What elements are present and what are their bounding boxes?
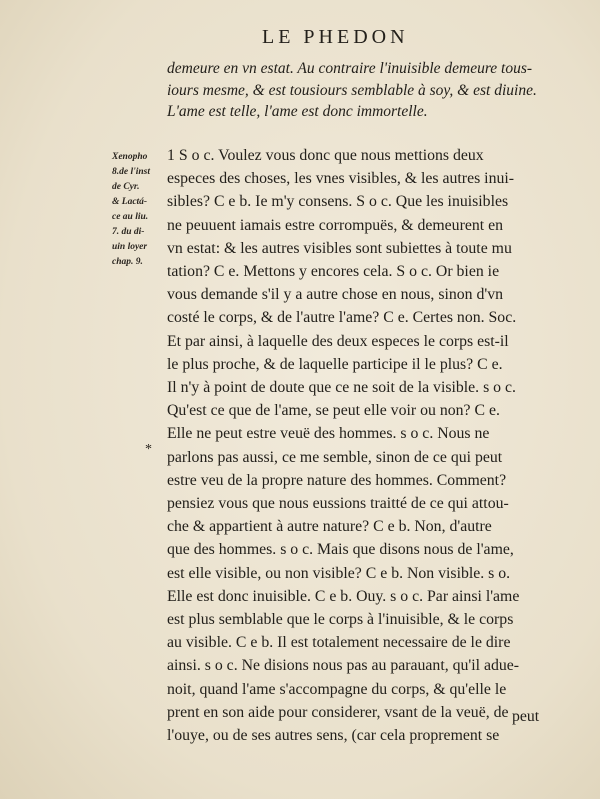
body-line: Elle est donc inuisible. C e b. Ouy. s o c. Par ainsi l'ame bbox=[167, 587, 520, 605]
marginal-note-line: chap. 9. bbox=[112, 257, 143, 267]
paragraph-number: 1 bbox=[167, 147, 175, 164]
body-line: le plus proche, & de laquelle participe il le plus? C e. bbox=[167, 355, 503, 373]
catchword: peut bbox=[512, 708, 540, 725]
body-line: est elle visible, ou non visible? C e b. Non visible. s o. bbox=[167, 564, 511, 582]
body-line: che & appartient à autre nature? C e b. Non, d'autre bbox=[167, 518, 492, 536]
body-line: sibles? C e b. Ie m'y consens. S o c. Que les inuisibles bbox=[167, 193, 509, 211]
marginal-note-line: ce au liu. bbox=[112, 212, 149, 222]
marginal-asterisk: * bbox=[145, 442, 152, 457]
body-line: Qu'est ce que de l'ame, se peut elle voir ou non? C e. bbox=[167, 402, 500, 420]
marginal-note-line: 8.de l'inst bbox=[112, 167, 151, 177]
body-line: prent en son aide pour considerer, vsant de la veuë, de bbox=[167, 703, 509, 721]
body-line bbox=[167, 144, 562, 167]
body-line: parlons pas aussi, ce me semble, sinon de ce qui peut bbox=[167, 448, 503, 466]
italic-line: demeure en vn estat. Au contraire l'inuisible demeure tous- bbox=[167, 60, 533, 77]
marginal-note-line: uin loyer bbox=[112, 242, 148, 252]
body-text bbox=[167, 144, 562, 747]
marginal-note bbox=[112, 150, 164, 270]
running-head: LE PHEDON bbox=[262, 26, 409, 48]
body-line: l'ouye, ou de ses autres sens, (car cela proprement se bbox=[167, 727, 500, 745]
body-line: especes des choses, les vnes visibles, & les autres inui- bbox=[167, 170, 515, 188]
body-line: costé le corps, & de l'autre l'ame? C e. Certes non. Soc. bbox=[167, 309, 517, 327]
body-line-text: S o c. Voulez vous donc que nous mettions deux bbox=[178, 147, 484, 164]
body-line: tation? C e. Mettons y encores cela. S o c. Or bien ie bbox=[167, 263, 500, 281]
body-line: est plus semblable que le corps à l'inuisible, & le corps bbox=[167, 611, 514, 629]
body-line: ainsi. s o c. Ne disions nous pas au parauant, qu'il adue- bbox=[167, 657, 520, 675]
body-line: ne peuuent iamais estre corrompuës, & demeurent en bbox=[167, 216, 504, 234]
body-line: noit, quand l'ame s'accompagne du corps, & qu'elle le bbox=[167, 680, 507, 698]
body-line: vous demande s'il y a autre chose en nous, sinon d'vn bbox=[167, 286, 504, 304]
body-line: estre veu de la propre nature des hommes. Comment? bbox=[167, 471, 507, 489]
marginal-note-line: de Cyr. bbox=[112, 182, 140, 192]
body-line: pensiez vous que nous eussions traitté de ce qui attou- bbox=[167, 495, 509, 513]
body-line: au visible. C e b. Il est totalement necessaire de le dire bbox=[167, 634, 511, 652]
marginal-note-line: Xenopho bbox=[112, 152, 148, 162]
body-line: vn estat: & les autres visibles sont subiettes à toute mu bbox=[167, 239, 512, 257]
marginal-note-line: & Lactá- bbox=[112, 197, 148, 207]
italic-line: L'ame est telle, l'ame est donc immortelle. bbox=[167, 103, 428, 120]
body-line: Il n'y à point de doute que ce ne soit de la visible. s o c. bbox=[167, 379, 516, 397]
italic-passage bbox=[167, 58, 557, 123]
marginal-note-line: 7. du di- bbox=[112, 227, 145, 237]
body-line: que des hommes. s o c. Mais que disons nous de l'ame, bbox=[167, 541, 514, 559]
body-line: Et par ainsi, à laquelle des deux especes le corps est-il bbox=[167, 332, 509, 350]
italic-line: iours mesme, & est tousiours semblable à soy, & est diuine. bbox=[167, 81, 537, 99]
body-line: Elle ne peut estre veuë des hommes. s o c. Nous ne bbox=[167, 425, 490, 443]
